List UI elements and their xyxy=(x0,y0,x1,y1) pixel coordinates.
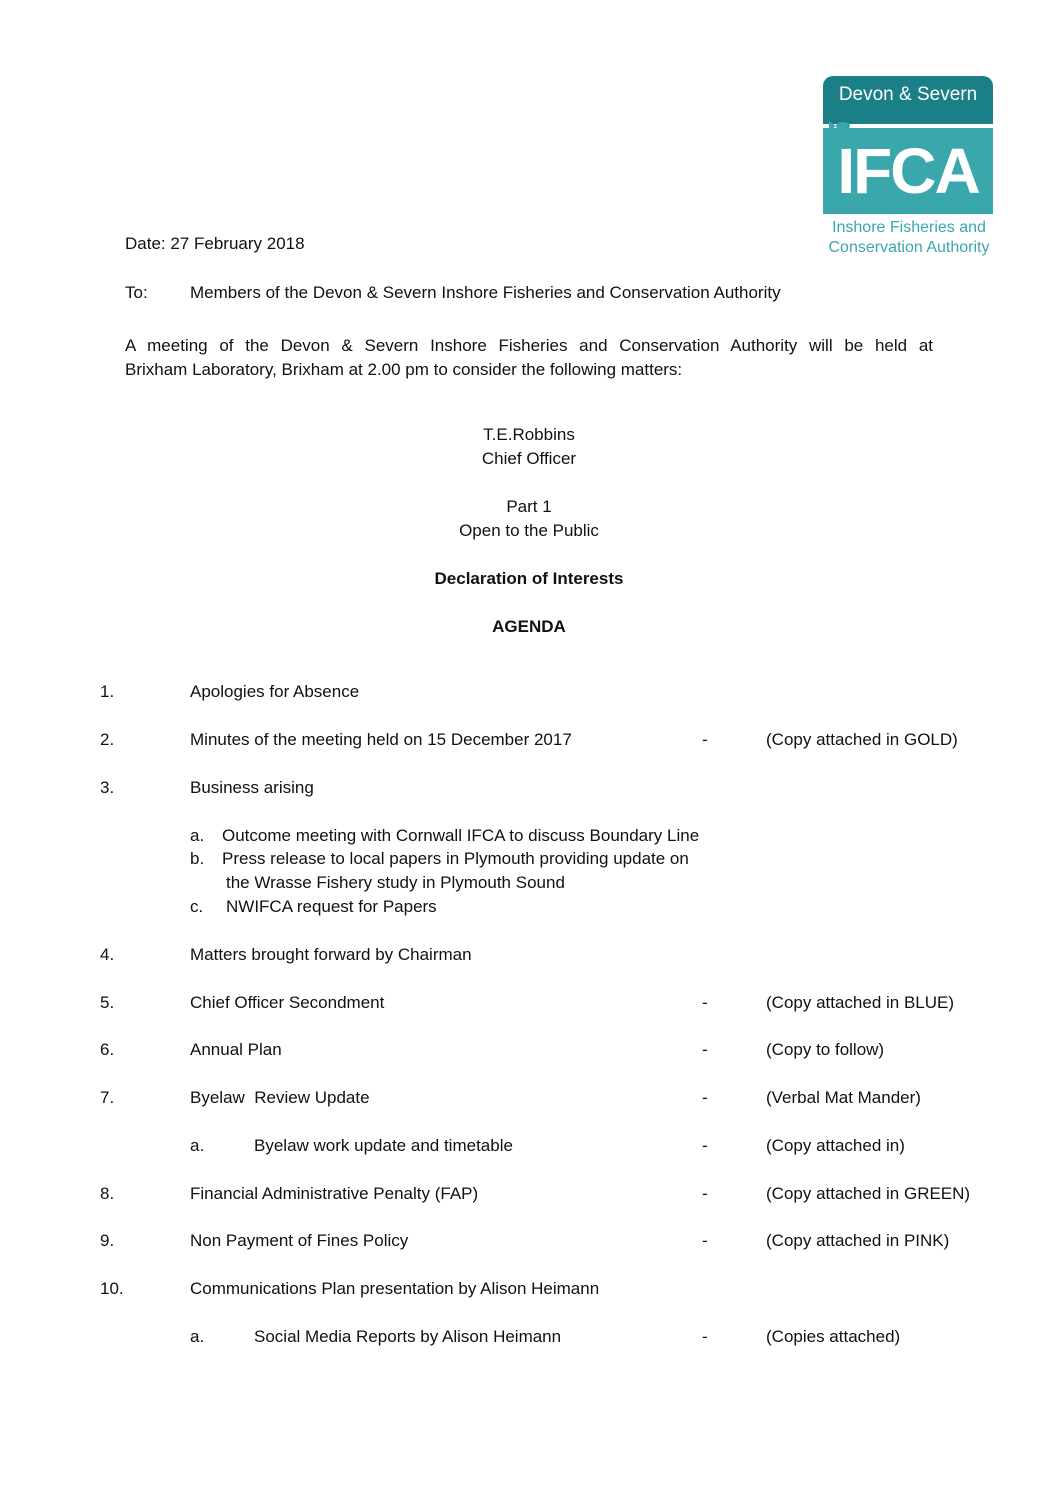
agenda-text: Financial Administrative Penalty (FAP) xyxy=(190,1184,479,1203)
logo-top-text: Devon & Severn xyxy=(838,84,978,105)
agenda-text: Chief Officer Secondment xyxy=(190,993,385,1012)
agenda-text: Annual Plan xyxy=(190,1040,282,1059)
logo-sub-line1: Inshore Fisheries and xyxy=(832,219,986,236)
agenda-note: (Copy to follow) xyxy=(766,1040,885,1059)
to-value: Members of the Devon & Severn Inshore Fisheries and Conservation Authority xyxy=(190,283,781,302)
agenda-dash: - xyxy=(702,1088,708,1107)
intro-line-2: Brixham Laboratory, Brixham at 2.00 pm to consider the following matters: xyxy=(125,360,683,379)
date-line: Date: 27 February 2018 xyxy=(125,234,305,253)
agenda-num: 10. xyxy=(100,1279,124,1298)
signatory-title: Chief Officer xyxy=(481,449,577,468)
logo-sub-line2: Conservation Authority xyxy=(828,239,990,256)
sub-text: Social Media Reports by Alison Heimann xyxy=(254,1327,562,1346)
part-subtitle: Open to the Public xyxy=(459,521,599,540)
sub-letter: b. xyxy=(190,849,205,868)
declaration-heading: Declaration of Interests xyxy=(434,569,624,588)
agenda-num: 3. xyxy=(100,778,115,797)
ifca-logo xyxy=(823,76,995,264)
agenda-note: (Verbal Mat Mander) xyxy=(766,1088,921,1107)
sub-text: Byelaw work update and timetable xyxy=(254,1136,513,1155)
agenda-dash: - xyxy=(702,1231,708,1250)
logo-main-text: IFCA xyxy=(837,135,979,207)
agenda-text: Byelaw Review Update xyxy=(190,1088,370,1107)
agenda-dash: - xyxy=(702,730,708,749)
agenda-note: (Copy attached in PINK) xyxy=(766,1231,950,1250)
agenda-text: Communications Plan presentation by Alison Heimann xyxy=(190,1279,600,1298)
agenda-dash: - xyxy=(702,1136,708,1155)
agenda-note: (Copy attached in) xyxy=(766,1136,905,1155)
part-title: Part 1 xyxy=(506,497,552,516)
agenda-note: (Copy attached in GREEN) xyxy=(766,1184,971,1203)
sub-text: Press release to local papers in Plymouth providing update on xyxy=(222,849,689,868)
sub-letter: a. xyxy=(190,1136,205,1155)
sub-letter: a. xyxy=(190,826,205,845)
agenda-text: Business arising xyxy=(190,778,314,797)
agenda-num: 6. xyxy=(100,1040,115,1059)
agenda-num: 9. xyxy=(100,1231,115,1250)
agenda-text: Minutes of the meeting held on 15 December 2017 xyxy=(190,730,572,749)
sub-letter: c. xyxy=(190,897,204,916)
agenda-text: Non Payment of Fines Policy xyxy=(190,1231,409,1250)
sub-text: Outcome meeting with Cornwall IFCA to discuss Boundary Line xyxy=(222,826,700,845)
agenda-num: 5. xyxy=(100,993,115,1012)
agenda-note: (Copy attached in GOLD) xyxy=(766,730,958,749)
to-label: To: xyxy=(125,283,148,302)
agenda-dash: - xyxy=(702,1327,708,1346)
logo-top-band xyxy=(823,76,993,124)
agenda-note: (Copies attached) xyxy=(766,1327,901,1346)
agenda-num: 8. xyxy=(100,1184,115,1203)
agenda-num: 7. xyxy=(100,1088,115,1107)
agenda-dash: - xyxy=(702,1040,708,1059)
agenda-dash: - xyxy=(702,1184,708,1203)
agenda-num: 4. xyxy=(100,945,115,964)
agenda-heading: AGENDA xyxy=(492,617,566,636)
agenda-note: (Copy attached in BLUE) xyxy=(766,993,955,1012)
signatory-name: T.E.Robbins xyxy=(483,425,575,444)
sub-text: NWIFCA request for Papers xyxy=(226,897,437,916)
agenda-text: Apologies for Absence xyxy=(190,682,360,701)
intro-line-1: A meeting of the Devon & Severn Inshore Fisheries and Conservation Authority will be held at xyxy=(125,336,933,355)
sub-text: the Wrasse Fishery study in Plymouth Sound xyxy=(226,873,565,892)
agenda-num: 2. xyxy=(100,730,115,749)
sub-letter: a. xyxy=(190,1327,205,1346)
agenda-dash: - xyxy=(702,993,708,1012)
agenda-text: Matters brought forward by Chairman xyxy=(190,945,472,964)
agenda-num: 1. xyxy=(100,682,115,701)
logo-subtitle xyxy=(823,218,995,258)
